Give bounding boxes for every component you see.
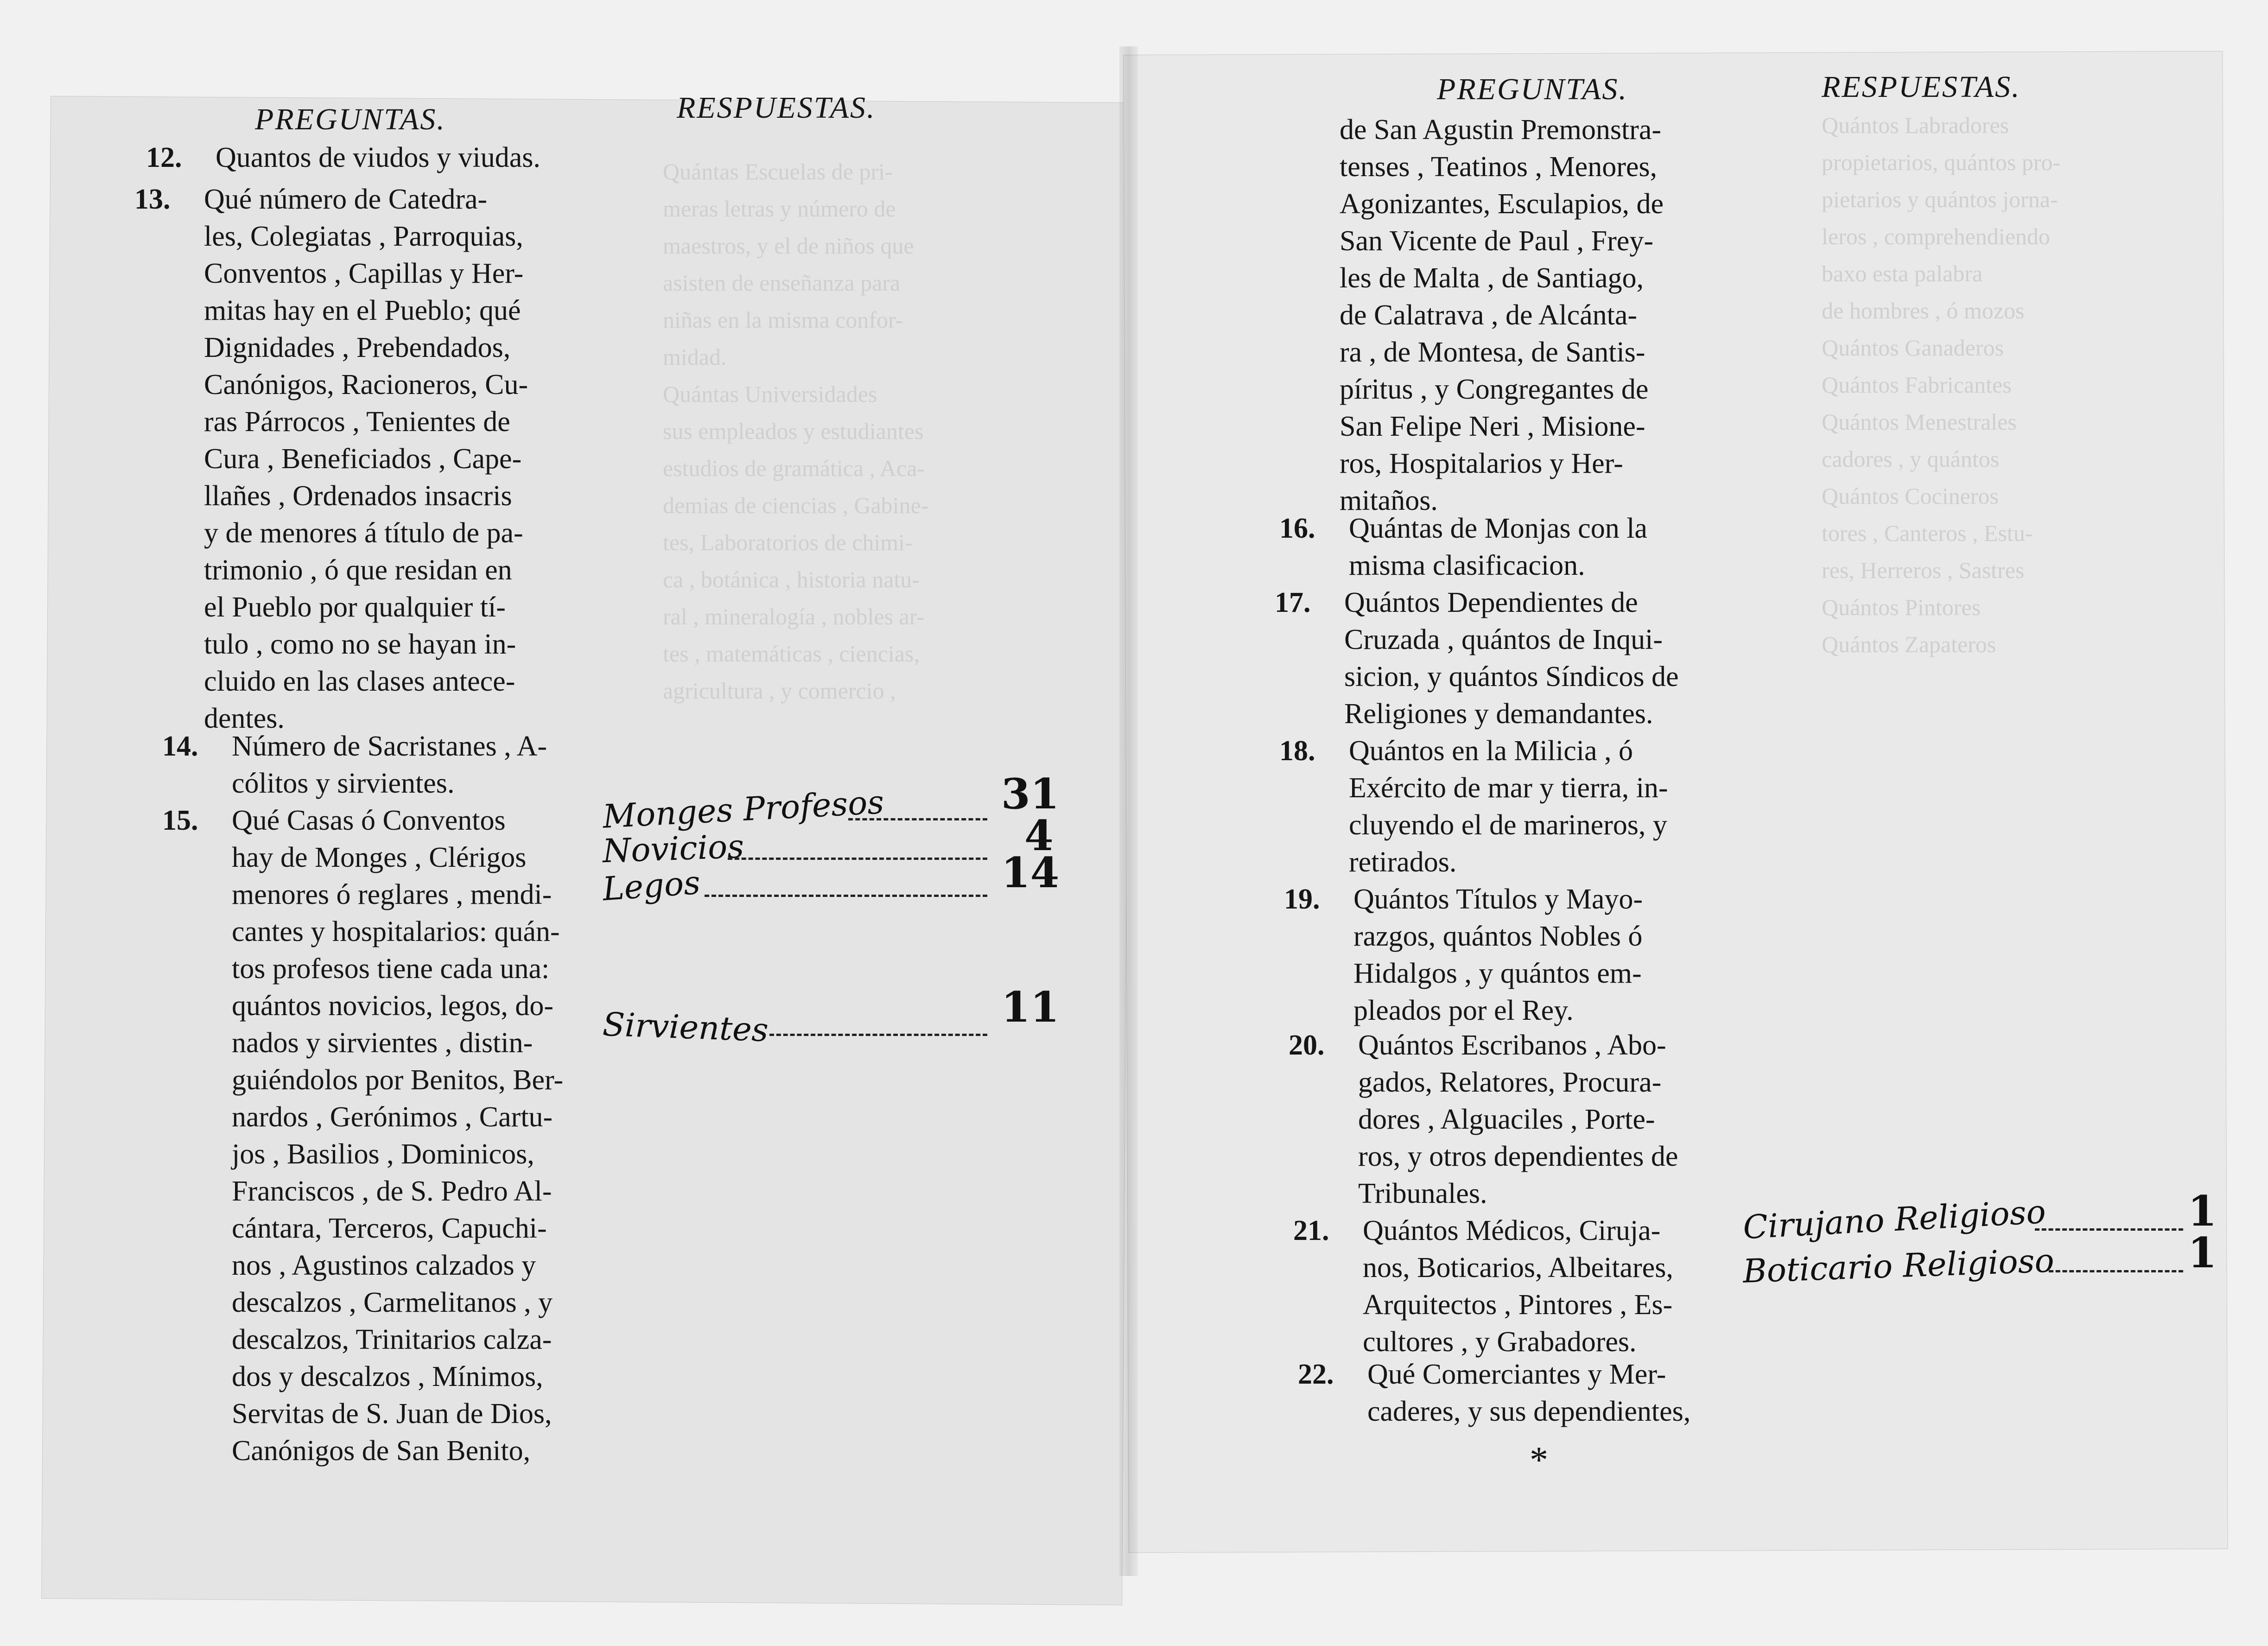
question-line: San Felipe Neri , Misione- bbox=[1340, 411, 1645, 442]
question-line: Exército de mar y tierra, in- bbox=[1349, 772, 1668, 804]
question-line: descalzos, Trinitarios calza- bbox=[232, 1324, 552, 1355]
question-line: cántara, Terceros, Capuchi- bbox=[232, 1213, 547, 1244]
question-number: 17. bbox=[1275, 587, 1311, 618]
question-line: nos, Boticarios, Albeitares, bbox=[1363, 1252, 1673, 1284]
answer-leader-line bbox=[769, 1034, 987, 1036]
question-15-continuation bbox=[1340, 111, 1734, 519]
handwritten-answer-label: Novicios bbox=[602, 827, 745, 871]
question-line: sicion, y quántos Síndicos de bbox=[1344, 661, 1679, 693]
question-line: tos profesos tiene cada una: bbox=[232, 953, 550, 985]
question-line: Cruzada , quántos de Inqui- bbox=[1344, 624, 1663, 655]
answer-leader-line bbox=[705, 895, 987, 897]
question-14 bbox=[162, 728, 603, 802]
question-line: Dignidades , Prebendados, bbox=[204, 332, 511, 363]
question-line: Quántas de Monjas con la bbox=[1349, 513, 1647, 544]
handwritten-answer-label: Legos bbox=[601, 863, 702, 909]
question-line: ra , de Montesa, de Santis- bbox=[1340, 337, 1645, 368]
question-16 bbox=[1279, 510, 1743, 584]
handwritten-answer-label: Boticario Religioso bbox=[1742, 1241, 2055, 1290]
question-line: Arquitectos , Pintores , Es- bbox=[1363, 1289, 1673, 1321]
question-line: dos y descalzos , Mínimos, bbox=[232, 1361, 543, 1392]
question-number: 21. bbox=[1293, 1215, 1329, 1246]
bleed-through-text-right: Quántos Labradores propietarios, quántos pro- pietarios y quántos jorna- leros , comprehendiendo baxo esta palabra de hombres , ó mozos Quántos Ganaderos Quántos Fabricantes Quántos Menestrales cadores , y quántos Quántos Cocineros tores , Canteros , Estu- res, Herreros , Sastres Quántos Pintores Quántos Zapateros bbox=[1822, 112, 2061, 657]
question-15 bbox=[162, 802, 603, 1469]
question-line: Quántos Escribanos , Abo- bbox=[1358, 1030, 1666, 1061]
question-line: razgos, quántos Nobles ó bbox=[1353, 921, 1643, 952]
handwritten-answer-value: 11 bbox=[1001, 983, 1060, 1032]
question-19 bbox=[1284, 881, 1747, 1029]
question-number: 20. bbox=[1289, 1030, 1325, 1061]
question-line: cantes y hospitalarios: quán- bbox=[232, 916, 560, 947]
question-number: 18. bbox=[1279, 735, 1315, 767]
question-line: Franciscos , de S. Pedro Al- bbox=[232, 1176, 552, 1207]
bleed-through-text: Quántas Escuelas de pri- meras letras y número de maestros, y el de niños que asisten de enseñanza para niñas en la misma confor- midad. Quántas Universidades sus empleados y estudiantes estudios de gramática , Aca- demias de ciencias , Gabine- tes, Laboratorios de chimi- ca , botánica , historia natu- ral , mineralogía , nobles ar- tes , matemáticas , ciencias, agricultura , y comercio , bbox=[663, 159, 929, 704]
question-number: 13. bbox=[134, 184, 171, 215]
question-line: Hidalgos , y quántos em- bbox=[1353, 958, 1642, 989]
question-20 bbox=[1289, 1027, 1752, 1212]
question-line: trimonio , ó que residan en bbox=[204, 554, 512, 586]
book-gutter bbox=[1119, 46, 1138, 1576]
answer-leader-line bbox=[2035, 1228, 2183, 1231]
question-number: 22. bbox=[1298, 1359, 1334, 1390]
question-line: Servitas de S. Juan de Dios, bbox=[232, 1398, 552, 1430]
handwritten-answer-value: 31 bbox=[1001, 769, 1060, 819]
question-line: Conventos , Capillas y Her- bbox=[204, 258, 524, 289]
question-line: Canónigos, Racioneros, Cu- bbox=[204, 369, 528, 400]
answer-leader-line bbox=[2049, 1270, 2183, 1272]
question-line: quántos novicios, legos, do- bbox=[232, 990, 553, 1022]
question-line: nos , Agustinos calzados y bbox=[232, 1250, 536, 1281]
question-22 bbox=[1298, 1356, 1761, 1430]
question-line: retirados. bbox=[1349, 846, 1457, 878]
question-line: cluido en las clases antece- bbox=[204, 666, 515, 697]
question-line: píritus , y Congregantes de bbox=[1340, 374, 1649, 405]
question-line: de San Agustin Premonstra- bbox=[1340, 114, 1661, 146]
handwritten-answer-value: 1 bbox=[2188, 1187, 2217, 1236]
question-line: el Pueblo por qualquier tí- bbox=[204, 591, 506, 623]
question-line: dores , Alguaciles , Porte- bbox=[1358, 1104, 1655, 1135]
question-line: Canónigos de San Benito, bbox=[232, 1435, 531, 1467]
question-17 bbox=[1275, 584, 1738, 732]
handwritten-answer-value: 14 bbox=[1001, 848, 1060, 897]
question-18 bbox=[1279, 732, 1743, 881]
question-number: 14. bbox=[162, 731, 198, 762]
question-line: Qué Casas ó Conventos bbox=[232, 805, 506, 836]
question-line: Tribunales. bbox=[1358, 1178, 1487, 1209]
question-line: menores ó reglares , mendi- bbox=[232, 879, 552, 910]
question-line: guiéndolos por Benitos, Ber- bbox=[232, 1064, 564, 1096]
answer-leader-line bbox=[728, 858, 987, 860]
question-line: les, Colegiatas , Parroquias, bbox=[204, 221, 523, 252]
question-line: jos , Basilios , Dominicos, bbox=[232, 1138, 534, 1170]
handwritten-answer-label: Sirvientes bbox=[602, 1005, 769, 1049]
question-line: misma clasificacion. bbox=[1349, 550, 1585, 581]
question-line: nardos , Gerónimos , Cartu- bbox=[232, 1101, 553, 1133]
question-line: ras Párrocos , Tenientes de bbox=[204, 406, 510, 438]
handwritten-answer-label: Monges Profesos bbox=[602, 783, 885, 836]
question-line: tenses , Teatinos , Menores, bbox=[1340, 151, 1657, 183]
question-line: Quantos de viudos y viudas. bbox=[216, 142, 540, 173]
question-line: Número de Sacristanes , A- bbox=[232, 731, 547, 762]
question-line: Agonizantes, Esculapios, de bbox=[1340, 188, 1664, 220]
asterisk-mark: * bbox=[1530, 1440, 1548, 1481]
question-line: caderes, y sus dependientes, bbox=[1367, 1396, 1691, 1427]
answer-leader-line bbox=[848, 818, 987, 820]
question-line: mitaños. bbox=[1340, 485, 1438, 516]
question-line: les de Malta , de Santiago, bbox=[1340, 262, 1644, 294]
question-line: Quántos Dependientes de bbox=[1344, 587, 1638, 618]
question-number: 19. bbox=[1284, 883, 1320, 915]
right-header-preguntas: PREGUNTAS. bbox=[1437, 72, 1628, 106]
question-line: Cura , Beneficiados , Cape- bbox=[204, 443, 522, 475]
question-line: de Calatrava , de Alcánta- bbox=[1340, 299, 1638, 331]
question-12 bbox=[146, 139, 596, 176]
question-line: dentes. bbox=[204, 703, 285, 734]
question-line: descalzos , Carmelitanos , y bbox=[232, 1287, 553, 1318]
left-header-preguntas: PREGUNTAS. bbox=[255, 102, 446, 136]
handwritten-answer-value: 4 bbox=[1024, 811, 1054, 860]
question-line: gados, Relatores, Procura- bbox=[1358, 1067, 1662, 1098]
question-line: nados y sirvientes , distin- bbox=[232, 1027, 533, 1059]
question-number: 16. bbox=[1279, 513, 1315, 544]
question-line: Qué Comerciantes y Mer- bbox=[1367, 1359, 1666, 1390]
question-line: Quántos en la Milicia , ó bbox=[1349, 735, 1633, 767]
question-line: tulo , como no se hayan in- bbox=[204, 629, 516, 660]
question-line: Quántos Médicos, Ciruja- bbox=[1363, 1215, 1661, 1246]
question-line: Qué número de Catedra- bbox=[204, 184, 488, 215]
question-line: Religiones y demandantes. bbox=[1344, 698, 1653, 730]
question-line: mitas hay en el Pueblo; qué bbox=[204, 295, 521, 326]
question-line: San Vicente de Paul , Frey- bbox=[1340, 225, 1653, 257]
question-number: 15. bbox=[162, 805, 198, 836]
question-line: Quántos Títulos y Mayo- bbox=[1353, 883, 1643, 915]
question-line: cultores , y Grabadores. bbox=[1363, 1326, 1637, 1358]
question-number: 12. bbox=[146, 142, 182, 173]
question-21 bbox=[1293, 1212, 1757, 1360]
question-line: hay de Monges , Clérigos bbox=[232, 842, 527, 873]
question-line: cluyendo el de marineros, y bbox=[1349, 809, 1667, 841]
question-line: pleados por el Rey. bbox=[1353, 995, 1574, 1026]
right-header-respuestas: RESPUESTAS. bbox=[1822, 70, 2021, 104]
question-line: cólitos y sirvientes. bbox=[232, 768, 455, 799]
left-header-respuestas: RESPUESTAS. bbox=[677, 91, 876, 125]
question-line: ros, Hospitalarios y Her- bbox=[1340, 448, 1623, 479]
handwritten-answer-value: 1 bbox=[2188, 1228, 2217, 1277]
question-line: llañes , Ordenados insacris bbox=[204, 480, 512, 512]
question-13 bbox=[134, 181, 584, 737]
question-line: y de menores á título de pa- bbox=[204, 517, 523, 549]
handwritten-answer-label: Cirujano Religioso bbox=[1742, 1192, 2047, 1247]
question-line: ros, y otros dependientes de bbox=[1358, 1141, 1678, 1172]
